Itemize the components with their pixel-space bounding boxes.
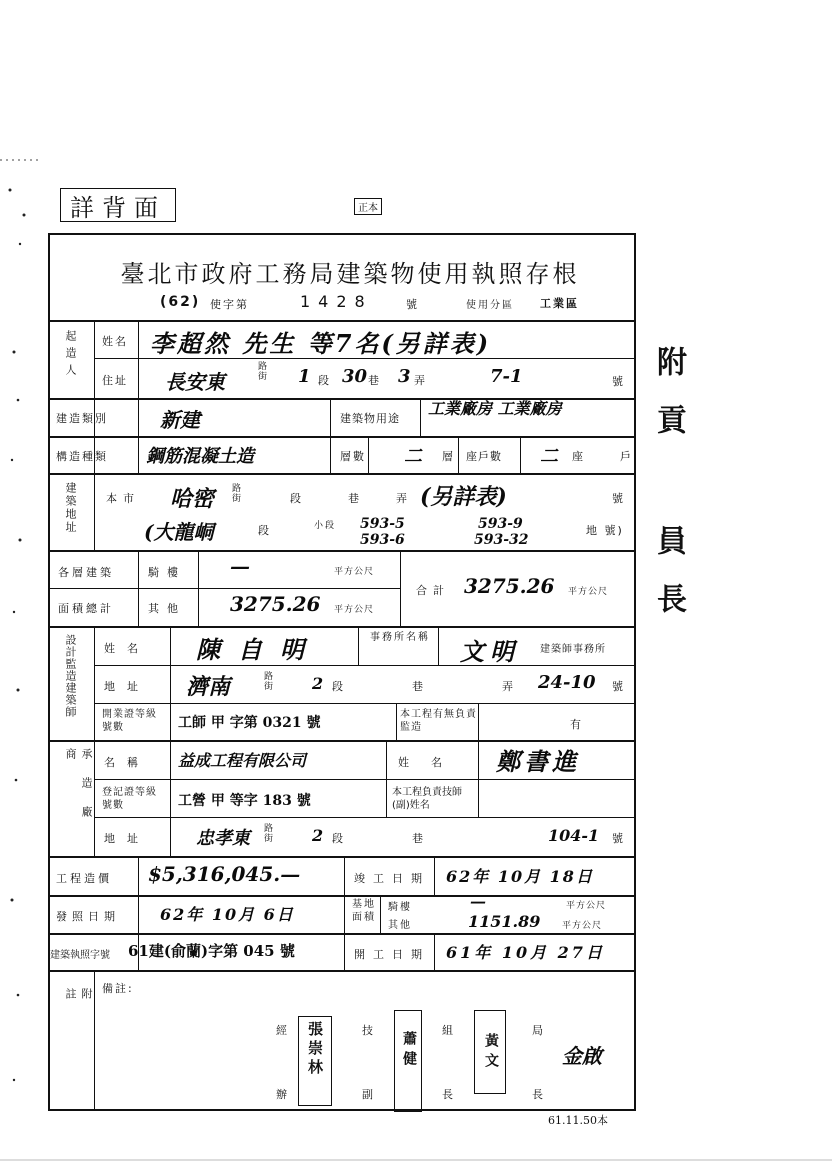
contractor-address-value: 忠孝東 [196,828,250,849]
area-other-label: 其他 [148,602,186,615]
contractor-license-value: 工營 甲 等字 183 號 [178,793,311,809]
permit-value: 61建(俞蘭)字第 045 號 [128,942,295,960]
base-arcade-unit: 平方公尺 [566,901,607,911]
contractor-lane-label: 巷 [412,832,425,845]
designer-section-label: 段 [332,680,345,693]
floors-unit: 層 [442,450,455,463]
structure-value: 鋼筋混凝土造 [146,446,254,467]
contractor-engineer-label: 本工程負責技師(副)姓名 [392,787,462,811]
signature-name-2: 蕭健 [401,1031,417,1071]
applicant-section-label: 段 [318,374,331,387]
license-number: 1428 [300,292,373,311]
site-lot-label: 地 號) [586,524,624,537]
designer-supervisor-value: 有 [570,718,583,731]
contractor-license-label: 登記證等級號數 [102,787,157,811]
site-district-value: (大龍峒 [144,520,214,544]
designer-office-suffix: 建築師事務所 [540,644,606,655]
applicant-number: 7-1 [490,366,523,387]
start-value: 61年 10月 27日 [446,943,605,962]
units-unit-b: 戶 [620,450,633,463]
designer-address-value: 濟南 [186,674,231,700]
floors-label: 層數 [340,450,366,463]
base-other-value: 1151.89 [468,912,541,931]
site-lot-2: 593-9 [478,516,523,532]
applicant-address-value: 長安東 [165,370,225,394]
site-city-label: 本市 [106,492,140,505]
site-alley-label: 弄 [396,492,409,505]
site-lot-1: 593-5 [360,516,405,532]
applicant-alley: 3 [398,366,411,387]
site-road-suffix: 路 街 [232,484,244,504]
completion-label: 竣工日期 [354,872,430,885]
area-group-label-2: 面積總計 [58,602,114,615]
designer-section-value: 2 [312,674,324,693]
building-use-label: 建築物用途 [340,412,400,425]
site-note-value: (另詳表) [420,484,507,510]
designer-number-label: 號 [612,680,625,693]
applicant-group-label: 起造人 [64,330,77,381]
applicant-lane-label: 巷 [368,374,381,387]
base-other-unit: 平方公尺 [562,921,603,931]
zoning-label: 使用分區 [466,300,514,311]
units-value: 二 [540,446,558,467]
signature-name-4: 金啟 [562,1044,602,1068]
stamp-label: 詳背面 [70,193,166,222]
applicant-address-label: 住址 [102,374,128,387]
contractor-group-label: 承造廠商 [64,748,93,835]
license-suffix: 號 [406,298,419,311]
area-total-value: 3275.26 [464,574,555,598]
zoning-value: 工業區 [540,297,579,310]
sign-label-5: 組 [442,1024,455,1037]
margin-note: 附貢 員長 [651,346,686,641]
signature-name-3: 黃文 [483,1033,499,1073]
applicant-alley-label: 弄 [414,374,427,387]
applicant-lane: 30 [342,366,368,387]
area-total-unit: 平方公尺 [568,587,609,597]
designer-road-suffix: 路 街 [264,672,276,692]
sign-label-7: 局 [532,1024,545,1037]
sign-label-1: 經 [276,1024,289,1037]
contractor-road-suffix: 路 街 [264,824,276,844]
area-arcade-unit: 平方公尺 [334,567,375,577]
remarks-group-label: 附註 [64,988,93,1079]
cost-label: 工程造價 [56,872,112,885]
area-total-label: 合計 [416,584,450,597]
permit-label: 建築執照字號 [50,950,110,961]
site-lot-4: 593-32 [474,532,529,548]
license-prefix: 使字第 [210,298,249,311]
contractor-address-label: 地址 [104,832,150,845]
completion-value: 62年 10月 18日 [446,867,594,886]
designer-office-label: 事務所名稱 [370,632,430,643]
form-title: 臺北市政府工務局建築物使用執照存根 [120,260,580,288]
designer-address-label: 地址 [104,680,150,693]
applicant-road-suffix: 路 街 [258,362,270,382]
designer-number-value: 24-10 [538,672,596,693]
designer-alley-label: 弄 [502,680,515,693]
base-label: 基地面積 [352,899,376,923]
sign-label-3: 技 [362,1024,375,1037]
applicant-name-label: 姓名 [102,335,128,348]
contractor-number-value: 104-1 [548,826,600,845]
designer-license-label: 開業證等級號數 [102,709,157,733]
sign-label-6: 長 [442,1088,455,1101]
area-group-label-1: 各層建築 [58,566,114,579]
designer-lane-label: 巷 [412,680,425,693]
units-unit-a: 座 [572,450,585,463]
area-arcade-value: — [230,554,250,578]
contractor-name-label: 名稱 [104,756,150,769]
applicant-name-value: 李超然 先生 等7名(另詳表) [150,329,492,358]
contractor-person-value: 鄭書進 [496,747,580,776]
site-lot-3: 593-6 [360,532,405,548]
contractor-name-value: 益成工程有限公司 [178,751,307,770]
base-other-label: 其他 [388,920,412,931]
signature-name-1: 張崇林 [306,1021,324,1078]
area-arcade-label: 騎樓 [148,566,186,579]
building-type-label: 建造類別 [56,412,108,425]
area-other-unit: 平方公尺 [334,605,375,615]
units-label: 座戶數 [466,450,502,463]
designer-name-value: 陳自明 [196,635,322,664]
designer-group-label: 設計監造建築師 [64,634,77,718]
site-section-label: 段 [290,492,303,505]
start-label: 開工日期 [354,948,430,961]
floors-value: 二 [404,446,422,467]
building-type-value: 新建 [160,408,200,432]
remarks-label: 備註: [102,982,134,995]
sign-label-2: 辦 [276,1088,289,1101]
contractor-section-value: 2 [312,826,324,845]
cost-value: $5,316,045.— [148,862,301,886]
site-subsection-label: 小段 [314,521,337,531]
designer-name-label: 姓名 [104,642,150,655]
structure-label: 構造種類 [56,450,108,463]
issue-value: 62年 10月 6日 [160,905,295,924]
contractor-number-label: 號 [612,832,625,845]
site-district-label: 段 [258,524,271,537]
contractor-person-label: 姓名 [398,756,464,769]
applicant-section: 1 [298,366,311,387]
designer-license-value: 工師 甲 字第 0321 號 [178,715,321,731]
issue-label: 發照日期 [56,910,120,923]
building-use-value: 工業廠房 工業廠房 [428,399,562,418]
base-arcade-label: 騎樓 [388,902,412,913]
applicant-number-label: 號 [612,375,625,388]
site-group-label: 建築地址 [64,482,77,534]
form-footer: 61.11.50本 [548,1114,608,1127]
base-arcade-value: — [470,892,486,911]
area-other-value: 3275.26 [230,592,321,616]
sign-label-8: 長 [532,1088,545,1101]
site-lane-label: 巷 [348,492,361,505]
site-number-label: 號 [612,492,625,505]
contractor-section-label: 段 [332,832,345,845]
license-year: (62) [160,294,201,310]
small-mark: 正本 [354,198,382,215]
designer-supervisor-label: 本工程有無負責監造 [400,709,477,733]
site-road-value: 哈密 [170,486,215,512]
sign-label-4: 副 [362,1088,375,1101]
designer-office-value: 文明 [460,637,520,666]
